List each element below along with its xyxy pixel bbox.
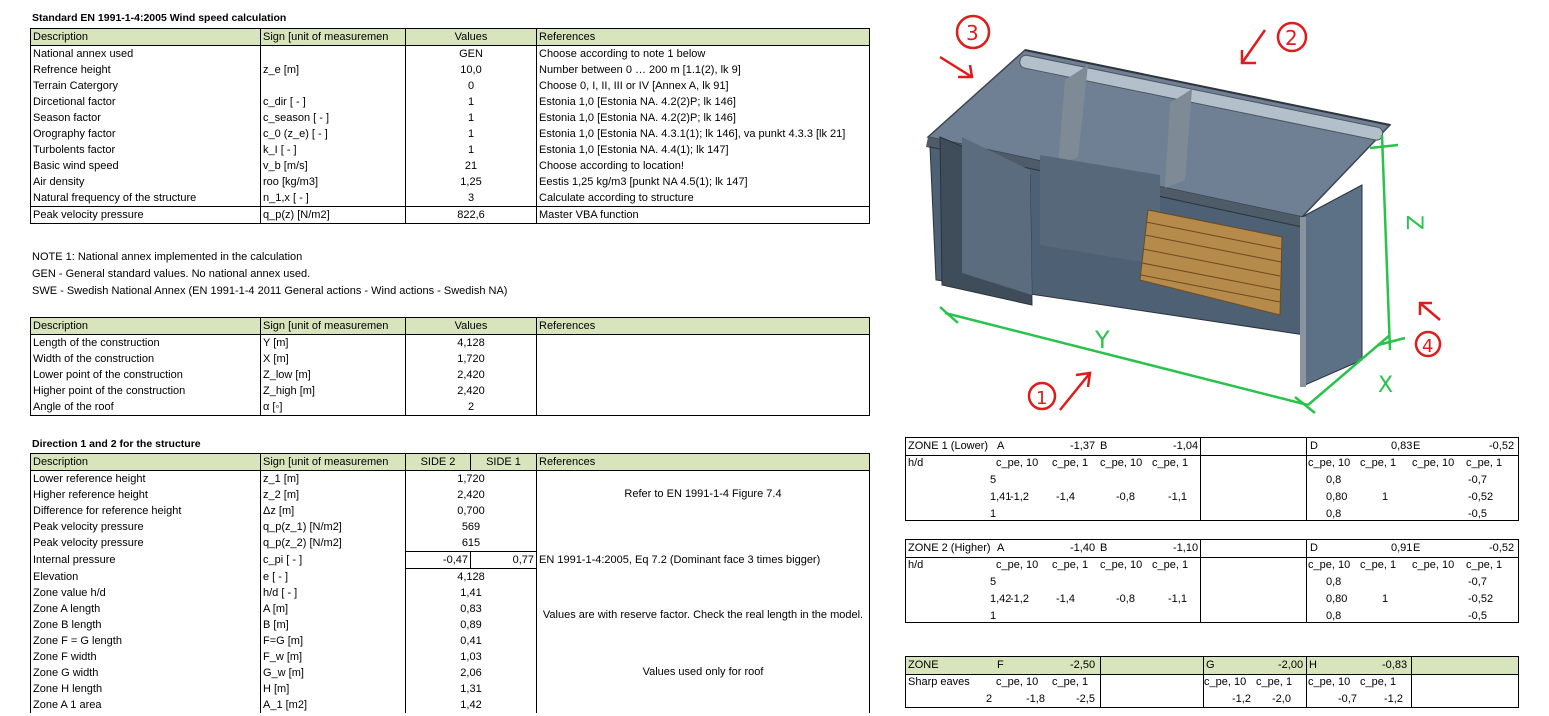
marker-3: 3: [966, 21, 979, 45]
table-cell: National annex used: [31, 46, 261, 63]
table-cell: [537, 633, 870, 649]
zone2-panel: [905, 539, 1519, 623]
table-cell: SIDE 1: [471, 454, 537, 471]
zone1-cpe: c_pe, 1: [1052, 457, 1089, 469]
bus-shelter-sketch: [900, 5, 1540, 430]
table-row: [31, 569, 870, 586]
table-cell: X [m]: [261, 351, 406, 367]
right-post: [1300, 217, 1306, 387]
zone1-b-value: -1,04: [1173, 440, 1199, 452]
table-header-row: [31, 29, 870, 46]
table-cell: Zone F width: [31, 649, 261, 665]
zone2-a: A: [997, 542, 1005, 554]
table-cell: References: [537, 318, 870, 335]
zone-value: -0,52: [1468, 491, 1494, 503]
zone3-cpe: c_pe, 10: [1308, 676, 1351, 688]
table-row: [31, 46, 870, 63]
zone-value: -1,1: [1168, 491, 1187, 503]
table-cell: 1: [406, 94, 537, 110]
zone1-a-value: -1,37: [1070, 440, 1096, 452]
note-line: GEN - General standard values. No national annex used.: [32, 268, 311, 280]
zone3-f: F: [997, 659, 1004, 671]
axis-label-x: X: [1378, 373, 1394, 398]
table-cell: Zone F = G length: [31, 633, 261, 649]
table-cell: z_2 [m]: [261, 487, 406, 503]
table-cell: Season factor: [31, 110, 261, 126]
table-row: [31, 174, 870, 190]
table-cell: Estonia 1,0 [Estonia NA. 4.2(2)P; lk 146]: [537, 110, 870, 126]
table-cell: Eestis 1,25 kg/m3 [punkt NA 4.5(1); lk 147]: [537, 174, 870, 190]
zone1-cpe: c_pe, 1: [1152, 457, 1189, 469]
table-cell: [537, 367, 870, 383]
table-cell: -0,47: [406, 552, 471, 569]
zone1-cpe: c_pe, 10: [1412, 457, 1455, 469]
construction-table: [30, 317, 870, 416]
zone3-cpe: c_pe, 1: [1360, 676, 1397, 688]
table-cell: F_w [m]: [261, 649, 406, 665]
table-cell: 2,06: [406, 665, 537, 681]
zone2-b: B: [1100, 542, 1108, 554]
zone3-panel: [905, 656, 1519, 708]
table-row: [31, 633, 870, 649]
zone3-value: -1,8: [1026, 693, 1045, 705]
zone-value: -0,5: [1468, 508, 1487, 520]
table-cell: Peak velocity pressure: [31, 207, 261, 224]
table-cell: Orography factor: [31, 126, 261, 142]
table-cell: Angle of the roof: [31, 399, 261, 416]
table-cell: 3: [406, 190, 537, 207]
zone3-value: 2: [986, 693, 993, 705]
table-cell: 1,31: [406, 681, 537, 697]
zone-value: -0,8: [1116, 593, 1135, 605]
zone3-cpe: c_pe, 10: [1204, 676, 1247, 688]
table-cell: Z_high [m]: [261, 383, 406, 399]
zone2-cpe: c_pe, 10: [1412, 559, 1455, 571]
table-cell: 1,720: [406, 351, 537, 367]
zone-value: 1: [990, 610, 997, 622]
zone1-b: B: [1100, 440, 1108, 452]
zone3-sharp-eaves: Sharp eaves: [908, 676, 970, 688]
zone2-e: E: [1413, 542, 1421, 554]
direction-title: Direction 1 and 2 for the structure: [32, 438, 201, 450]
table-cell: Estonia 1,0 [Estonia NA. 4.4(1); lk 147]: [537, 142, 870, 158]
table-cell: h/d [ - ]: [261, 585, 406, 601]
table-cell: SIDE 2: [406, 454, 471, 471]
table-cell: 1,25: [406, 174, 537, 190]
table-row: [31, 535, 870, 552]
zone1-panel: [905, 437, 1519, 521]
table-cell: 0,83: [406, 601, 537, 617]
table-cell: References: [537, 29, 870, 46]
zone3-value: -0,7: [1338, 693, 1357, 705]
table-cell: 615: [406, 535, 537, 552]
table-cell: [537, 351, 870, 367]
table-cell: Calculate according to structure: [537, 190, 870, 207]
table-cell: c_0 (z_e) [ - ]: [261, 126, 406, 142]
zone2-cpe: c_pe, 1: [1360, 559, 1397, 571]
table-cell: 10,0: [406, 62, 537, 78]
table-cell: 21: [406, 158, 537, 174]
table-cell: G_w [m]: [261, 665, 406, 681]
table-cell: [261, 46, 406, 63]
zone2-cpe: c_pe, 1: [1466, 559, 1503, 571]
zone-value: 0,8: [1326, 474, 1342, 486]
zone-value: 0,80: [1326, 491, 1348, 503]
table-cell: k_I [ - ]: [261, 142, 406, 158]
table-cell: Difference for reference height: [31, 503, 261, 519]
zone2-label: ZONE 2 (Higher): [908, 542, 991, 554]
right-wall: [1302, 185, 1362, 385]
zone3-cpe: c_pe, 10: [996, 676, 1039, 688]
table-cell: Lower reference height: [31, 471, 261, 488]
table-cell: Natural frequency of the structure: [31, 190, 261, 207]
table-row: [31, 649, 870, 665]
table-row: [31, 552, 870, 569]
zone3-cpe: c_pe, 1: [1052, 676, 1089, 688]
table-cell: 4,128: [406, 335, 537, 352]
table-cell: q_p(z_2) [N/m2]: [261, 535, 406, 552]
zone-value: 0,8: [1326, 508, 1342, 520]
table-row: [31, 158, 870, 174]
table-cell: A_1 [m2]: [261, 697, 406, 713]
table-cell: Width of the construction: [31, 351, 261, 367]
table-row: [31, 471, 870, 488]
table-cell: 2: [406, 399, 537, 416]
table-cell: Sign [unit of measuremen: [261, 318, 406, 335]
zone1-a: A: [997, 440, 1005, 452]
zone3-f-value: -2,50: [1070, 659, 1096, 671]
zone1-label: ZONE 1 (Lower): [908, 440, 989, 452]
table-cell: [537, 471, 870, 488]
table-row: [31, 62, 870, 78]
zone1-e: E: [1413, 440, 1421, 452]
zone-value: -0,5: [1468, 610, 1487, 622]
table-cell: z_e [m]: [261, 62, 406, 78]
table-cell: 822,6: [406, 207, 537, 224]
table-cell: 0,700: [406, 503, 537, 519]
zone-value: -1,2: [1010, 593, 1029, 605]
zone2-d: D: [1310, 542, 1318, 554]
zone2-cpe: c_pe, 10: [1308, 559, 1351, 571]
table-cell: e [ - ]: [261, 569, 406, 586]
table-row: [31, 383, 870, 399]
table-cell: [261, 78, 406, 94]
table-cell: Description: [31, 454, 261, 471]
table-cell: c_season [ - ]: [261, 110, 406, 126]
table-cell: F=G [m]: [261, 633, 406, 649]
zone3-g-value: -2,00: [1278, 659, 1304, 671]
zone2-hd: h/d: [908, 559, 924, 571]
zone1-d: D: [1310, 440, 1318, 452]
axis-label-z: Z: [1401, 215, 1426, 231]
ref-roof-note: Values used only for roof: [642, 666, 764, 678]
zone3-value: -2,0: [1272, 693, 1291, 705]
table-cell: Sign [unit of measuremen: [261, 454, 406, 471]
zone-value: 1: [1382, 491, 1389, 503]
marker-4: 4: [1422, 336, 1434, 357]
zone-value: -0,7: [1468, 474, 1487, 486]
table-cell: A [m]: [261, 601, 406, 617]
table-cell: 1,41: [406, 585, 537, 601]
table-cell: [537, 569, 870, 586]
table-cell: 1: [406, 110, 537, 126]
table-cell: [537, 383, 870, 399]
table-cell: Z_low [m]: [261, 367, 406, 383]
table-row: [31, 142, 870, 158]
table-cell: Turbolents factor: [31, 142, 261, 158]
table-cell: Master VBA function: [537, 207, 870, 224]
zone1-e-value: -0,52: [1489, 440, 1515, 452]
table-cell: Air density: [31, 174, 261, 190]
zone1-cpe: c_pe, 10: [996, 457, 1039, 469]
table-row: [31, 110, 870, 126]
zone3-value: -2,5: [1076, 693, 1095, 705]
table-cell: Peak velocity pressure: [31, 535, 261, 552]
zone1-cpe: c_pe, 1: [1466, 457, 1503, 469]
table-cell: GEN: [406, 46, 537, 63]
zone2-cpe: c_pe, 10: [996, 559, 1039, 571]
zone-value: 5: [990, 576, 997, 588]
zone1-hd: h/d: [908, 457, 924, 469]
note-line: NOTE 1: National annex implemented in the calculation: [32, 251, 303, 263]
table-cell: α [◦]: [261, 399, 406, 416]
table-row: [31, 519, 870, 535]
table-row: [31, 190, 870, 207]
table-cell: Internal pressure: [31, 552, 261, 569]
table-cell: Y [m]: [261, 335, 406, 352]
table-cell: Zone A length: [31, 601, 261, 617]
zone1-cpe: c_pe, 1: [1360, 457, 1397, 469]
zone3-h-value: -0,83: [1382, 659, 1408, 671]
table-row: [31, 94, 870, 110]
table-cell: Description: [31, 318, 261, 335]
ref-reserve-note: Values are with reserve factor. Check the real length in the model.: [542, 609, 864, 621]
table-cell: [537, 399, 870, 416]
wind-speed-title: Standard EN 1991-1-4:2005 Wind speed calculation: [32, 12, 287, 24]
table-cell: v_b [m/s]: [261, 158, 406, 174]
zone2-cpe: c_pe, 1: [1152, 559, 1189, 571]
table-cell: 0,89: [406, 617, 537, 633]
table-cell: 1,42: [406, 697, 537, 713]
table-cell: Length of the construction: [31, 335, 261, 352]
table-cell: [537, 697, 870, 713]
table-cell: Description: [31, 29, 261, 46]
table-cell: Zone B length: [31, 617, 261, 633]
zone-value: -1,4: [1056, 593, 1075, 605]
table-cell: Refrence height: [31, 62, 261, 78]
zone2-a-value: -1,40: [1070, 542, 1096, 554]
table-row: [31, 399, 870, 416]
table-cell: 1,03: [406, 649, 537, 665]
table-cell: q_p(z) [N/m2]: [261, 207, 406, 224]
table-cell: Zone A 1 area: [31, 697, 261, 713]
ref-figure-note: Refer to EN 1991-1-4 Figure 7.4: [624, 488, 782, 500]
zone2-cpe: c_pe, 1: [1052, 559, 1089, 571]
table-cell: n_1,x [ - ]: [261, 190, 406, 207]
table-cell: Δz [m]: [261, 503, 406, 519]
table-cell: Dircetional factor: [31, 94, 261, 110]
zone3-value: -1,2: [1384, 693, 1403, 705]
table-cell: 2,420: [406, 367, 537, 383]
table-cell: Sign [unit of measuremen: [261, 29, 406, 46]
table-cell: Estonia 1,0 [Estonia NA. 4.2(2)P; lk 146]: [537, 94, 870, 110]
table-cell: 0,77: [471, 552, 537, 569]
table-cell: Zone value h/d: [31, 585, 261, 601]
table-cell: [537, 681, 870, 697]
zone3-h: H: [1309, 659, 1317, 671]
table-cell: 0: [406, 78, 537, 94]
table-row: [31, 367, 870, 383]
table-cell: Number between 0 … 200 m [1.1(2), lk 9]: [537, 62, 870, 78]
table-cell: [537, 503, 870, 519]
zone-value: 0,8: [1326, 576, 1342, 588]
table-cell: Higher point of the construction: [31, 383, 261, 399]
marker-2: 2: [1285, 26, 1298, 50]
table-header-row: [31, 318, 870, 335]
zone3-cpe: c_pe, 1: [1256, 676, 1293, 688]
table-cell: References: [537, 454, 870, 471]
table-cell: 1: [406, 126, 537, 142]
zone2-b-value: -1,10: [1173, 542, 1199, 554]
table-row: [31, 503, 870, 519]
table-row: [31, 697, 870, 713]
zone3-g: G: [1206, 659, 1215, 671]
zone-value: 0,80: [1326, 593, 1348, 605]
table-cell: B [m]: [261, 617, 406, 633]
table-cell: 1: [406, 142, 537, 158]
table-cell: Elevation: [31, 569, 261, 586]
zone1-d-value: 0,83: [1391, 440, 1413, 452]
zone3-label: ZONE: [908, 659, 939, 671]
zone-value: 1: [990, 508, 997, 520]
table-header-row: [31, 454, 870, 471]
table-cell: [537, 649, 870, 665]
table-cell: Choose according to location!: [537, 158, 870, 174]
zone-value: 0,8: [1326, 610, 1342, 622]
zone-value: 1: [1382, 593, 1389, 605]
zone2-cpe: c_pe, 10: [1100, 559, 1143, 571]
table-cell: z_1 [m]: [261, 471, 406, 488]
note-line: SWE - Swedish National Annex (EN 1991-1-4 2011 General actions - Wind actions - Swedish NA): [32, 285, 508, 297]
table-cell: 2,420: [406, 487, 537, 503]
table-cell: q_p(z_1) [N/m2]: [261, 519, 406, 535]
table-cell: Zone G width: [31, 665, 261, 681]
table-row: [31, 681, 870, 697]
zone-value: -1,2: [1010, 491, 1029, 503]
zone1-cpe: c_pe, 10: [1308, 457, 1351, 469]
table-row: [31, 585, 870, 601]
table-cell: 569: [406, 519, 537, 535]
zone1-cpe: c_pe, 10: [1100, 457, 1143, 469]
table-cell: [537, 335, 870, 352]
table-row: [31, 351, 870, 367]
zone2-e-value: -0,52: [1489, 542, 1515, 554]
marker-1: 1: [1036, 388, 1048, 409]
table-row: [31, 78, 870, 94]
table-cell: Higher reference height: [31, 487, 261, 503]
table-row: [31, 126, 870, 142]
table-cell: 2,420: [406, 383, 537, 399]
zone-value: 5: [990, 474, 997, 486]
table-cell: Basic wind speed: [31, 158, 261, 174]
table-cell: [537, 585, 870, 601]
table-cell: EN 1991-1-4:2005, Eq 7.2 (Dominant face 3 times bigger): [537, 552, 870, 569]
table-cell: c_dir [ - ]: [261, 94, 406, 110]
table-cell: Lower point of the construction: [31, 367, 261, 383]
zone3-value: -1,2: [1232, 693, 1251, 705]
wind-speed-table: [30, 28, 870, 224]
table-cell: Terrain Catergory: [31, 78, 261, 94]
table-cell: c_pi [ - ]: [261, 552, 406, 569]
zone-value: -0,52: [1468, 593, 1494, 605]
table-cell: 1,720: [406, 471, 537, 488]
table-cell: 0,41: [406, 633, 537, 649]
zone2-d-value: 0,91: [1391, 542, 1413, 554]
table-cell: [537, 519, 870, 535]
zone-value: -1,1: [1168, 593, 1187, 605]
zone-value: 1,41: [990, 491, 1012, 503]
table-cell: roo [kg/m3]: [261, 174, 406, 190]
table-cell: Values: [406, 29, 537, 46]
table-cell: [537, 535, 870, 552]
table-cell: Choose according to note 1 below: [537, 46, 870, 63]
table-cell: H [m]: [261, 681, 406, 697]
table-cell: 4,128: [406, 569, 537, 586]
zone-value: -0,7: [1468, 576, 1487, 588]
table-cell: Zone H length: [31, 681, 261, 697]
table-cell: Values: [406, 318, 537, 335]
zone-value: -1,4: [1056, 491, 1075, 503]
zone-value: -0,8: [1116, 491, 1135, 503]
table-cell: Peak velocity pressure: [31, 519, 261, 535]
axis-label-y: Y: [1095, 326, 1110, 354]
table-cell: Choose 0, I, II, III or IV [Annex A, lk 91]: [537, 78, 870, 94]
zone-value: 1,42: [990, 593, 1012, 605]
table-row: [31, 207, 870, 224]
table-row: [31, 335, 870, 352]
table-cell: Estonia 1,0 [Estonia NA. 4.3.1(1); lk 146], va punkt 4.3.3 [lk 21]: [537, 126, 870, 142]
